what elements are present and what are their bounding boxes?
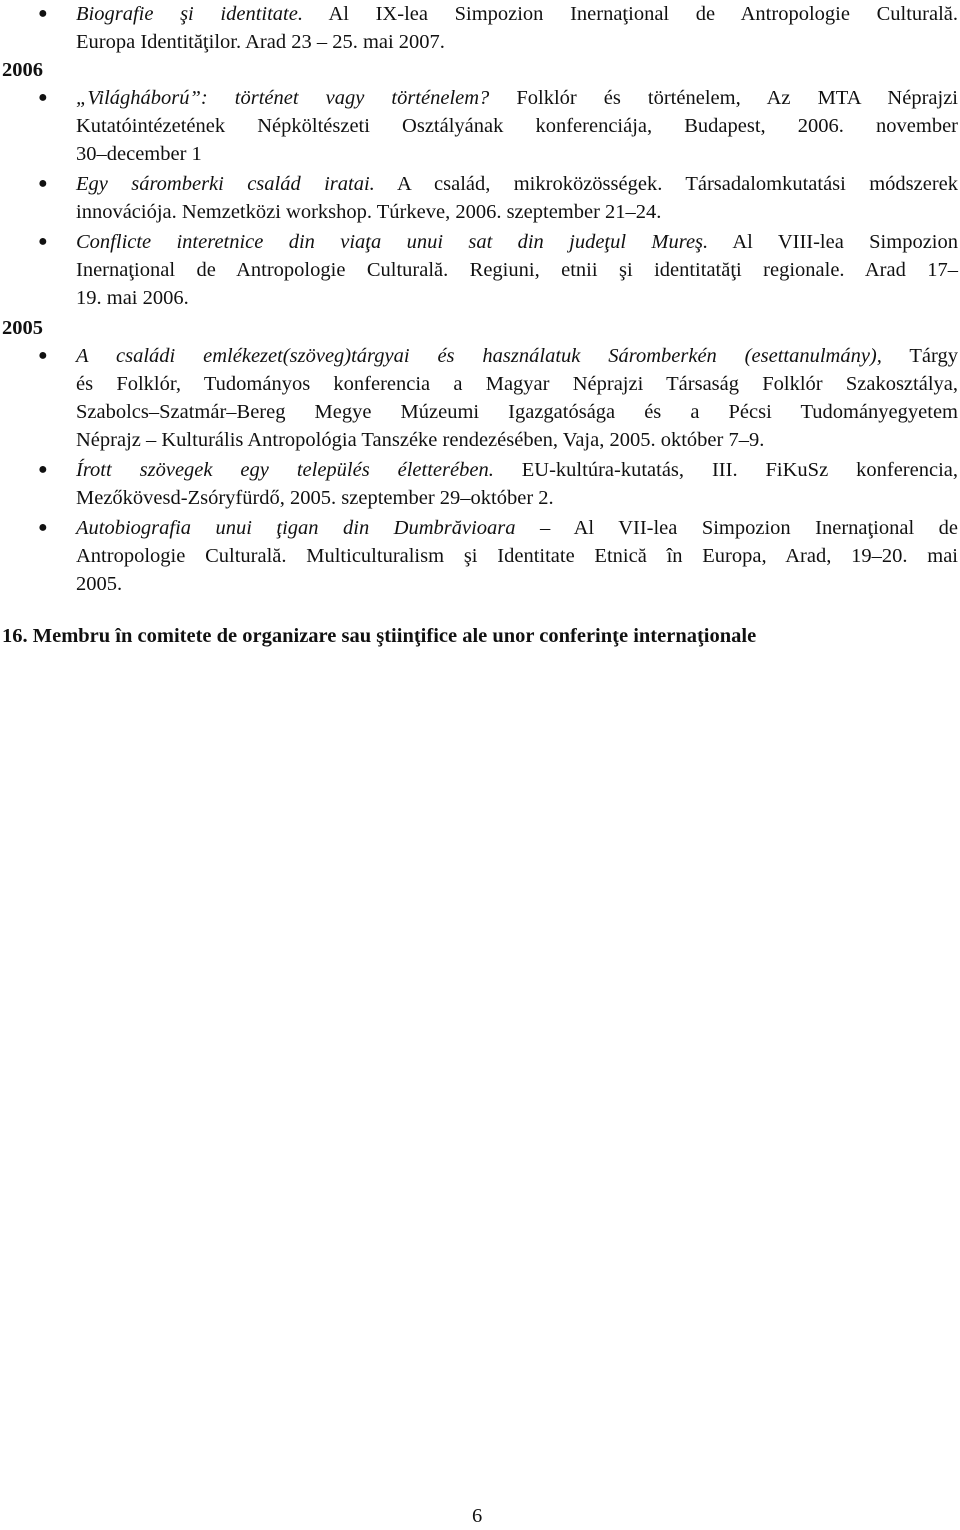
bullet-icon: ●	[38, 175, 48, 192]
bullet-icon: ●	[38, 89, 48, 106]
bullet-icon: ●	[38, 519, 48, 536]
list-item	[76, 228, 958, 312]
item-line: Autobiografia unui ţigan din Dumbrăvioara – Al VII-lea Simpozion Inernaţional de	[76, 517, 958, 539]
section-heading: 16. Membru în comitete de organizare sau ştiinţifice ale unor conferinţe internaţionale	[2, 625, 757, 647]
bullet-icon: ●	[38, 461, 48, 478]
item-line: és Folklór, Tudományos konferencia a Magyar Néprajzi Társaság Folklór Szakosztálya,	[76, 373, 958, 395]
item-line: Néprajz – Kulturális Antropológia Tanszéke rendezésében, Vaja, 2005. október 7–9.	[76, 429, 765, 451]
item-line: Antropologie Culturală. Multiculturalism şi Identitate Etnică în Europa, Arad, 19–20. mai	[76, 545, 958, 567]
item-line: Biografie şi identitate. Al IX-lea Simpozion Inernaţional de Antropologie Culturală.	[76, 3, 958, 25]
year-heading-2006: 2006	[2, 59, 43, 81]
item-line: Egy sáromberki család iratai. A család, mikroközösségek. Társadalomkutatási módszerek	[76, 173, 959, 195]
item-line: innovációja. Nemzetközi workshop. Túrkeve, 2006. szeptember 21–24.	[76, 201, 662, 223]
item-line: 2005.	[76, 573, 123, 595]
item-line: 30–december 1	[76, 143, 202, 165]
list-item	[76, 342, 958, 454]
bullet-icon: ●	[38, 347, 48, 364]
list-item	[76, 456, 958, 512]
item-line: Inernaţional de Antropologie Culturală. Regiuni, etnii şi identitatăţi regionale. Arad 17–	[76, 259, 958, 281]
item-line: Europa Identităţilor. Arad 23 – 25. mai 2007.	[76, 31, 445, 53]
item-line: Írott szövegek egy település életterében. EU-kultúra-kutatás, III. FiKuSz konferencia,	[76, 459, 958, 481]
bullet-icon: ●	[38, 5, 48, 22]
item-line: Szabolcs–Szatmár–Bereg Megye Múzeumi Igazgatósága és a Pécsi Tudományegyetem	[76, 401, 958, 423]
page-number: 6	[472, 1505, 483, 1527]
list-item	[76, 84, 958, 168]
year-heading-2005: 2005	[2, 317, 43, 339]
item-line: Conflicte interetnice din viaţa unui sat din judeţul Mureş. Al VIII-lea Simpozion	[76, 231, 958, 253]
item-line: 19. mai 2006.	[76, 287, 189, 309]
list-item	[76, 514, 958, 598]
item-line: A családi emlékezet(szöveg)tárgyai és használatuk Sáromberkén (esettanulmány), Tárgy	[76, 345, 958, 367]
item-line: Kutatóintézetének Népköltészeti Osztályának konferenciája, Budapest, 2006. november	[76, 115, 958, 137]
bullet-icon: ●	[38, 233, 48, 250]
list-item	[76, 0, 958, 56]
item-line: „Világháború”: történet vagy történelem? Folklór és történelem, Az MTA Néprajzi	[76, 87, 958, 109]
list-item	[76, 170, 958, 226]
item-line: Mezőkövesd-Zsóryfürdő, 2005. szeptember 29–október 2.	[76, 487, 554, 509]
